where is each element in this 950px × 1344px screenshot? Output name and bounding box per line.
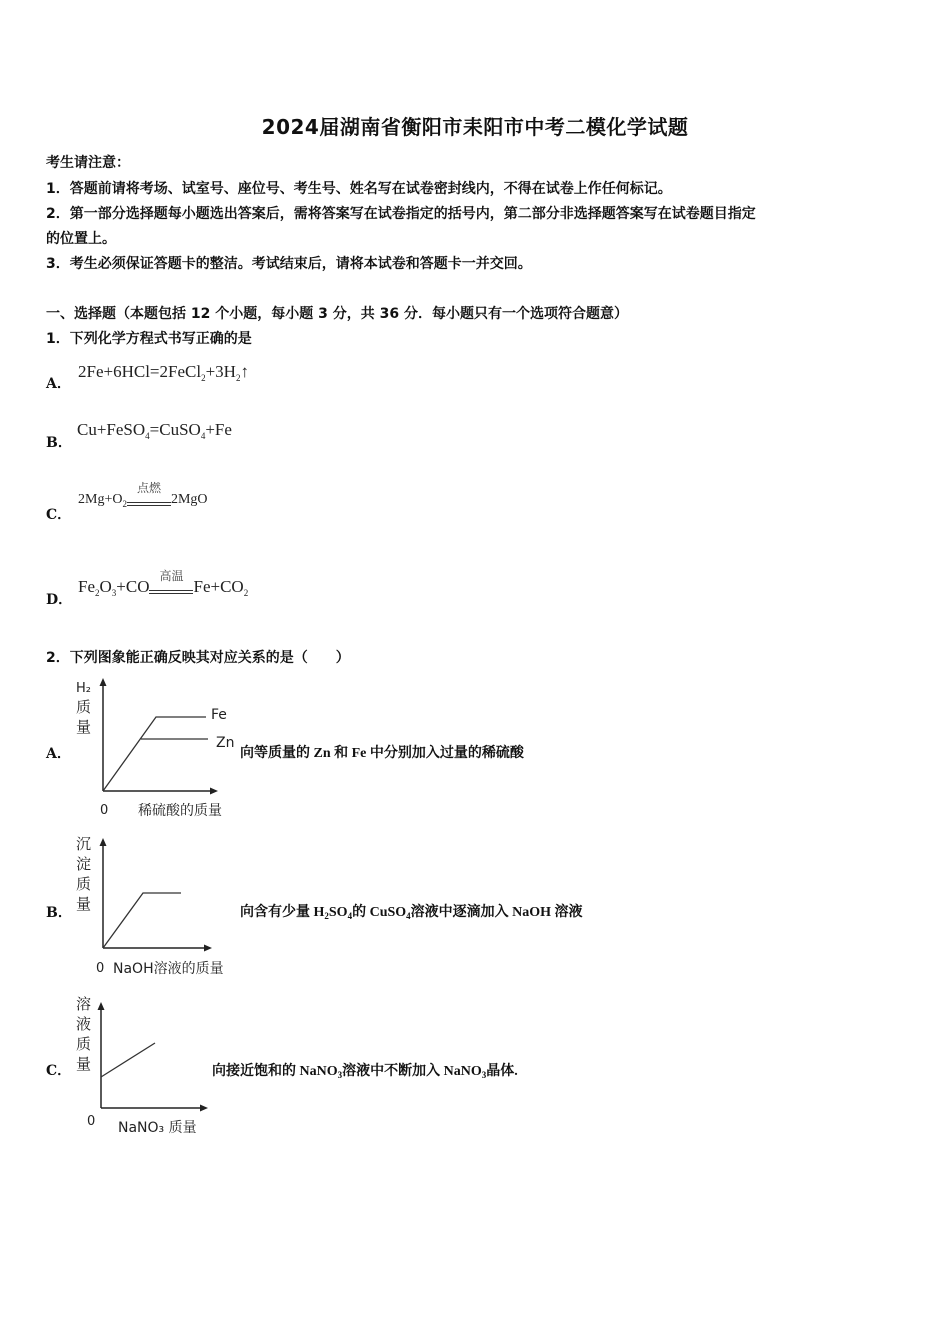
y-axis-label: 质 bbox=[76, 698, 92, 716]
y-axis-label: 沉 bbox=[76, 835, 92, 853]
solution-mass-curve bbox=[101, 1043, 155, 1077]
x-axis-label: NaNO₃ 质量 bbox=[118, 1120, 197, 1136]
y-axis-label: 液 bbox=[76, 1015, 92, 1033]
section-heading: 一、选择题（本题包括 12 个小题，每小题 3 分，共 36 分．每小题只有一个选项符合题意） bbox=[46, 306, 628, 322]
q1-option-a-label[interactable]: A． bbox=[46, 376, 71, 392]
y-axis-label: 量 bbox=[76, 718, 92, 736]
x-axis-label: NaOH溶液的质量 bbox=[113, 961, 224, 977]
origin-label: 0 bbox=[100, 803, 109, 818]
y-axis-label: 淀 bbox=[76, 855, 92, 873]
q1-option-a-formula: $2Fe+6HCl=2FeCl_2+3H_2↑$ bbox=[78, 362, 249, 383]
q1-option-d-label[interactable]: D． bbox=[46, 592, 73, 608]
reaction-condition: 点燃 bbox=[127, 490, 171, 510]
x-axis-label: 稀硫酸的质量 bbox=[138, 803, 222, 819]
y-axis-label: 质 bbox=[76, 875, 92, 893]
notice-item: 2．第一部分选择题每小题选出答案后，需将答案写在试卷指定的括号内，第二部分非选择题答案写在试卷题目指定 bbox=[46, 206, 756, 222]
notice-item: 的位置上。 bbox=[46, 231, 116, 247]
q1-option-b-label[interactable]: B． bbox=[46, 435, 72, 451]
precipitate-curve bbox=[103, 893, 181, 948]
q2-option-c-label[interactable]: C． bbox=[46, 1063, 72, 1079]
reaction-condition: 高温 bbox=[149, 578, 193, 598]
y-axis-label: 溶 bbox=[76, 995, 92, 1013]
notice-heading: 考生请注意： bbox=[46, 155, 130, 171]
fe-label: Fe bbox=[211, 707, 227, 723]
x-axis-arrow bbox=[200, 1105, 208, 1112]
y-axis-arrow bbox=[98, 1002, 105, 1010]
fe-curve bbox=[103, 717, 206, 791]
question-1-stem: 1．下列化学方程式书写正确的是 bbox=[46, 331, 252, 347]
q1-option-b-formula: Cu+FeSO$_4$=CuSO$_4$+Fe bbox=[77, 420, 232, 441]
y-axis-arrow bbox=[100, 678, 107, 686]
page-title: 2024届湖南省衡阳市耒阳市中考二模化学试题 bbox=[261, 115, 689, 139]
question-2-stem: 2．下列图象能正确反映其对应关系的是（ ） bbox=[46, 650, 350, 666]
q2-option-a-label[interactable]: A． bbox=[46, 746, 71, 762]
q2-option-a-graph bbox=[68, 672, 248, 827]
q1-option-c-label[interactable]: C． bbox=[46, 507, 72, 523]
q2-option-b-graph bbox=[68, 832, 248, 984]
y-axis-label: 量 bbox=[76, 895, 92, 913]
q2-option-b-description: 向含有少量 $H_2SO_4$的 CuSO$_4$溶液中逐滴加入 NaOH 溶液 bbox=[240, 905, 583, 921]
q1-option-c-formula: $2Mg+O_2$ 点燃 2MgO bbox=[78, 481, 208, 510]
origin-label: 0 bbox=[87, 1114, 96, 1129]
y-axis-label: H₂ bbox=[76, 681, 91, 696]
x-axis-arrow bbox=[204, 945, 212, 952]
q1-option-d-formula: $Fe_2O_3+CO$ 高温 $Fe+CO_2$ bbox=[78, 569, 249, 598]
q2-option-b-label[interactable]: B． bbox=[46, 905, 72, 921]
notice-item: 1．答题前请将考场、试室号、座位号、考生号、姓名写在试卷密封线内，不得在试卷上作任何标记。 bbox=[46, 181, 672, 197]
origin-label: 0 bbox=[96, 961, 105, 976]
y-axis-label: 质 bbox=[76, 1035, 92, 1053]
x-axis-arrow bbox=[210, 788, 218, 795]
zn-label: Zn bbox=[216, 735, 235, 751]
q2-option-a-description: 向等质量的 Zn 和 Fe 中分别加入过量的稀硫酸 bbox=[240, 746, 524, 761]
notice-item: 3．考生必须保证答题卡的整洁。考试结束后，请将本试卷和答题卡一并交回。 bbox=[46, 256, 532, 272]
q2-option-c-description: 向接近饱和的 NaNO$_3$溶液中不断加入 NaNO$_3$晶体. bbox=[212, 1064, 518, 1080]
y-axis-label: 量 bbox=[76, 1055, 92, 1073]
y-axis-arrow bbox=[100, 838, 107, 846]
